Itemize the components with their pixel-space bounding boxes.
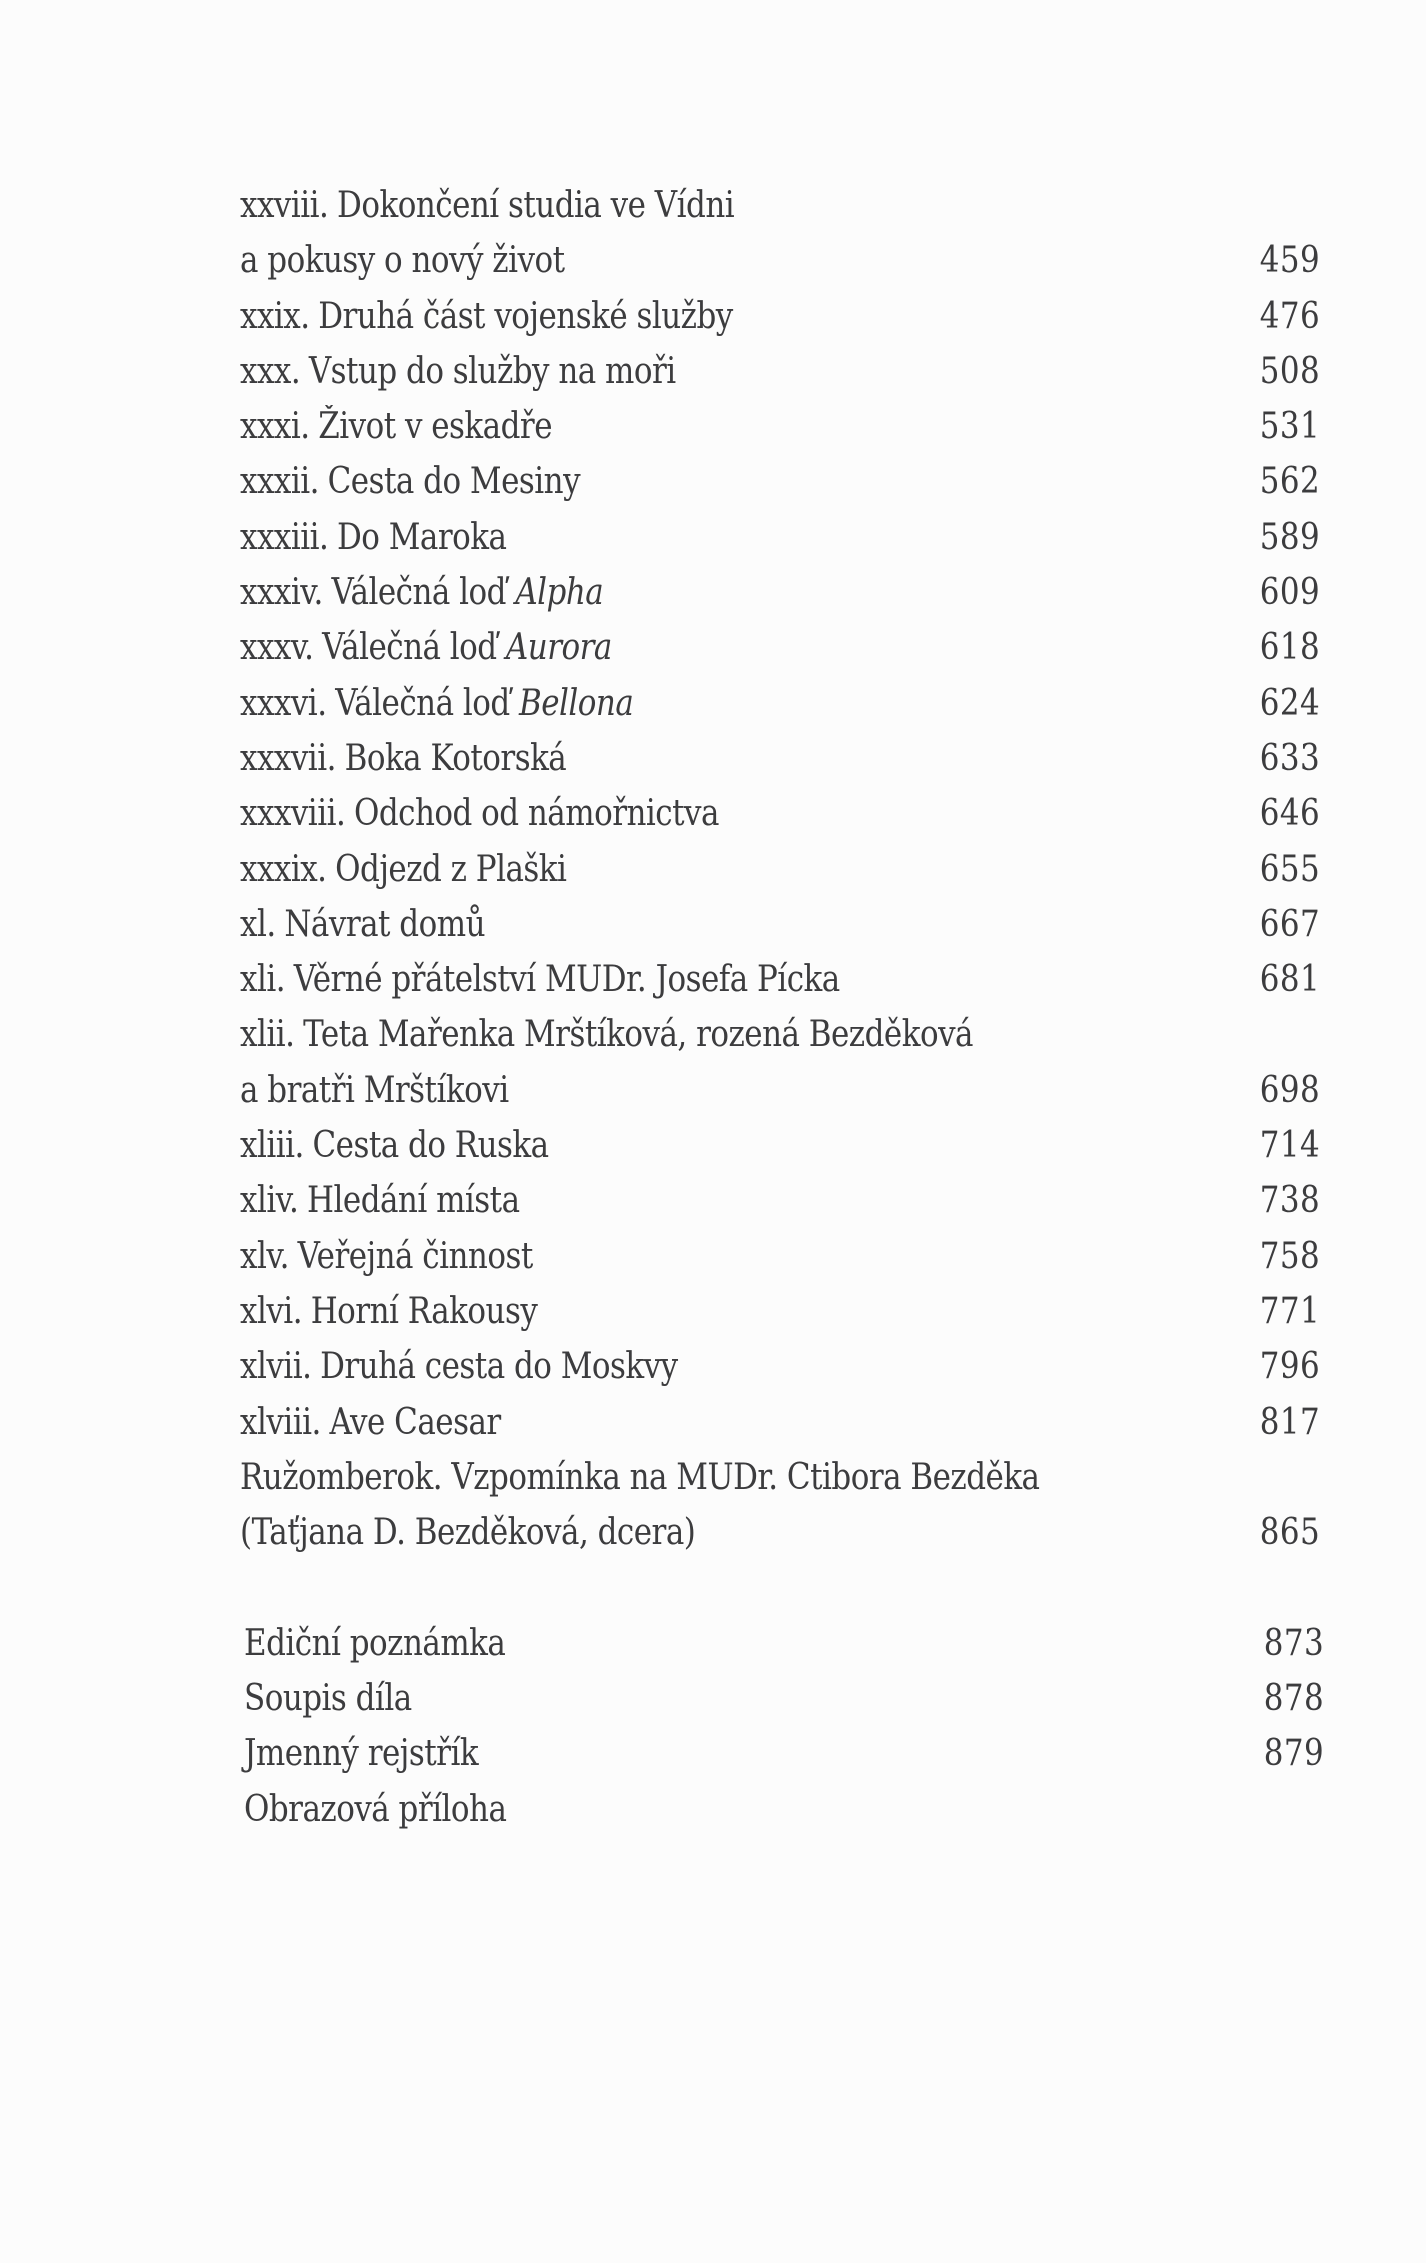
entry-title-continuation: a bratři Mrštíkovi	[240, 1069, 509, 1111]
entry-title-continuation: a pokusy o nový život	[240, 240, 565, 282]
chapter-title: Hledání místa	[307, 1180, 520, 1222]
entry-title: Ružomberok. Vzpomínka na MUDr. Ctibora Bezděka	[240, 1456, 1040, 1498]
toc-entry	[240, 1118, 1320, 1173]
page-number: 609	[1259, 572, 1321, 614]
chapter-number: xxix.	[240, 295, 310, 337]
chapter-title: Veřejná činnost	[297, 1235, 533, 1277]
toc-entry	[240, 676, 1320, 731]
chapter-number: xxxiii.	[240, 516, 329, 558]
toc-entry	[240, 1395, 1320, 1450]
toc-entry	[240, 1284, 1320, 1339]
section-spacer	[240, 1560, 1320, 1615]
chapter-number: xlviii.	[240, 1401, 321, 1443]
page-number: 459	[1259, 240, 1321, 282]
page-number: 633	[1259, 737, 1321, 779]
entry-title	[240, 344, 1260, 399]
toc-entry	[240, 565, 1320, 620]
toc-entry	[240, 289, 1320, 344]
page-number: 655	[1259, 848, 1321, 890]
page-number: 738	[1259, 1180, 1321, 1222]
toc-entry	[240, 731, 1320, 786]
chapter-title: Ave Caesar	[329, 1401, 501, 1443]
chapter-title: Odchod od námořnictva	[353, 793, 719, 835]
entry-title	[240, 676, 1260, 731]
page-number: 758	[1259, 1235, 1321, 1277]
toc-entry	[240, 786, 1320, 841]
chapter-number: xxxv.	[240, 627, 314, 669]
entry-title	[240, 454, 1260, 509]
toc-entry	[240, 1063, 1320, 1118]
chapter-number: xli.	[240, 959, 286, 1001]
ship-name: Aurora	[505, 627, 612, 669]
chapter-title: Válečná loď	[335, 682, 519, 724]
entry-title	[240, 1395, 1260, 1450]
chapter-number: xxxvii.	[240, 737, 336, 779]
chapter-number: xxxii.	[240, 461, 319, 503]
entry-title: Ediční poznámka	[244, 1622, 506, 1664]
chapter-number: xxxi.	[240, 406, 310, 448]
page-number: 796	[1259, 1346, 1321, 1388]
chapter-title: Válečná loď	[331, 572, 516, 614]
toc-entry	[240, 1339, 1320, 1394]
toc-entry	[240, 233, 1320, 288]
chapter-title: Věrné přátelství MUDr. Josefa Pícka	[293, 959, 840, 1001]
page-number: 646	[1259, 793, 1321, 835]
chapter-number: xxx.	[240, 350, 301, 392]
page-number: 562	[1259, 461, 1321, 503]
chapter-number: xliii.	[240, 1125, 304, 1167]
entry-title: Obrazová příloha	[244, 1788, 507, 1830]
toc-entry	[240, 510, 1320, 565]
page-number: 681	[1259, 959, 1321, 1001]
page-number: 624	[1259, 682, 1321, 724]
chapter-title: Druhá cesta do Moskvy	[320, 1346, 678, 1388]
toc-entry	[240, 952, 1320, 1007]
toc-entry	[240, 1229, 1320, 1284]
page-number: 698	[1259, 1069, 1321, 1111]
toc-entry	[240, 1450, 1320, 1505]
entry-title	[240, 620, 1260, 675]
toc-entry	[240, 620, 1320, 675]
chapter-number: xxxvi.	[240, 682, 327, 724]
chapter-title: Dokončení studia ve Vídni	[337, 185, 735, 226]
toc-entry	[240, 344, 1320, 399]
page-number: 714	[1259, 1125, 1321, 1167]
page-number: 476	[1259, 295, 1321, 337]
entry-title	[240, 786, 1260, 841]
page-number: 817	[1259, 1401, 1321, 1443]
chapter-title: Válečná loď	[322, 627, 506, 669]
entry-title	[240, 1339, 1260, 1394]
entry-title	[240, 178, 1320, 233]
chapter-title: Cesta do Ruska	[312, 1125, 549, 1167]
ship-name: Alpha	[515, 572, 604, 614]
toc-entry	[240, 399, 1320, 454]
chapter-number: xlvi.	[240, 1290, 303, 1332]
back-matter-entry	[244, 1726, 1324, 1781]
toc-entry	[240, 842, 1320, 897]
entry-title	[240, 842, 1260, 897]
entry-title	[240, 1229, 1260, 1284]
back-matter-list	[240, 1616, 1325, 1837]
chapter-number: xxviii.	[240, 185, 329, 226]
entry-title	[240, 897, 1260, 952]
entry-title	[240, 952, 1260, 1007]
ship-name: Bellona	[518, 682, 634, 724]
entry-title	[240, 1118, 1260, 1173]
chapter-list	[240, 178, 1320, 1560]
chapter-number: xliv.	[240, 1180, 299, 1222]
chapter-number: xlii.	[240, 1014, 295, 1056]
page-number: 531	[1259, 406, 1321, 448]
chapter-title: Odjezd z Plaški	[335, 848, 567, 890]
chapter-title: Vstup do služby na moři	[308, 350, 676, 392]
back-matter-entry	[244, 1671, 1324, 1726]
toc-entry	[240, 1007, 1320, 1062]
back-matter-entry	[244, 1616, 1324, 1671]
chapter-number: xl.	[240, 903, 276, 945]
page-number: 667	[1259, 903, 1321, 945]
back-matter-entry	[244, 1782, 1324, 1837]
page-number: 878	[1263, 1678, 1325, 1720]
page-number: 589	[1259, 516, 1321, 558]
chapter-number: xlvii.	[240, 1346, 312, 1388]
chapter-title: Druhá část vojenské služby	[318, 295, 733, 337]
chapter-title: Cesta do Mesiny	[327, 461, 581, 503]
entry-title	[240, 1284, 1260, 1339]
entry-title	[240, 510, 1260, 565]
chapter-title: Horní Rakousy	[310, 1290, 538, 1332]
toc-entry	[240, 897, 1320, 952]
entry-title	[240, 565, 1260, 620]
entry-title: Soupis díla	[244, 1678, 412, 1720]
toc-entry	[240, 178, 1320, 233]
toc-entry	[240, 1173, 1320, 1228]
entry-title	[240, 399, 1260, 454]
chapter-number: xxxviii.	[240, 793, 346, 835]
toc-entry	[240, 454, 1320, 509]
chapter-number: xlv.	[240, 1235, 289, 1277]
chapter-number: xxxix.	[240, 848, 327, 890]
page-number: 508	[1259, 350, 1321, 392]
entry-title-continuation: (Taťjana D. Bezděková, dcera)	[240, 1512, 696, 1554]
chapter-title: Život v eskadře	[318, 406, 553, 448]
page-number: 879	[1263, 1733, 1325, 1775]
page-number: 873	[1263, 1622, 1325, 1664]
entry-title: Jmenný rejstřík	[244, 1733, 479, 1775]
chapter-title: Návrat domů	[284, 903, 485, 945]
chapter-title: Teta Mařenka Mrštíková, rozená Bezděková	[303, 1014, 974, 1056]
entry-title	[240, 289, 1260, 344]
entry-title	[240, 1173, 1260, 1228]
chapter-title: Do Maroka	[336, 516, 507, 558]
chapter-title: Boka Kotorská	[344, 737, 567, 779]
toc-page	[240, 178, 1325, 1837]
entry-title	[240, 731, 1260, 786]
page-number: 771	[1259, 1290, 1321, 1332]
page-number: 865	[1259, 1512, 1321, 1554]
chapter-number: xxxiv.	[240, 572, 323, 614]
toc-entry	[240, 1505, 1320, 1560]
entry-title	[240, 1007, 1320, 1062]
page-number: 618	[1259, 627, 1321, 669]
